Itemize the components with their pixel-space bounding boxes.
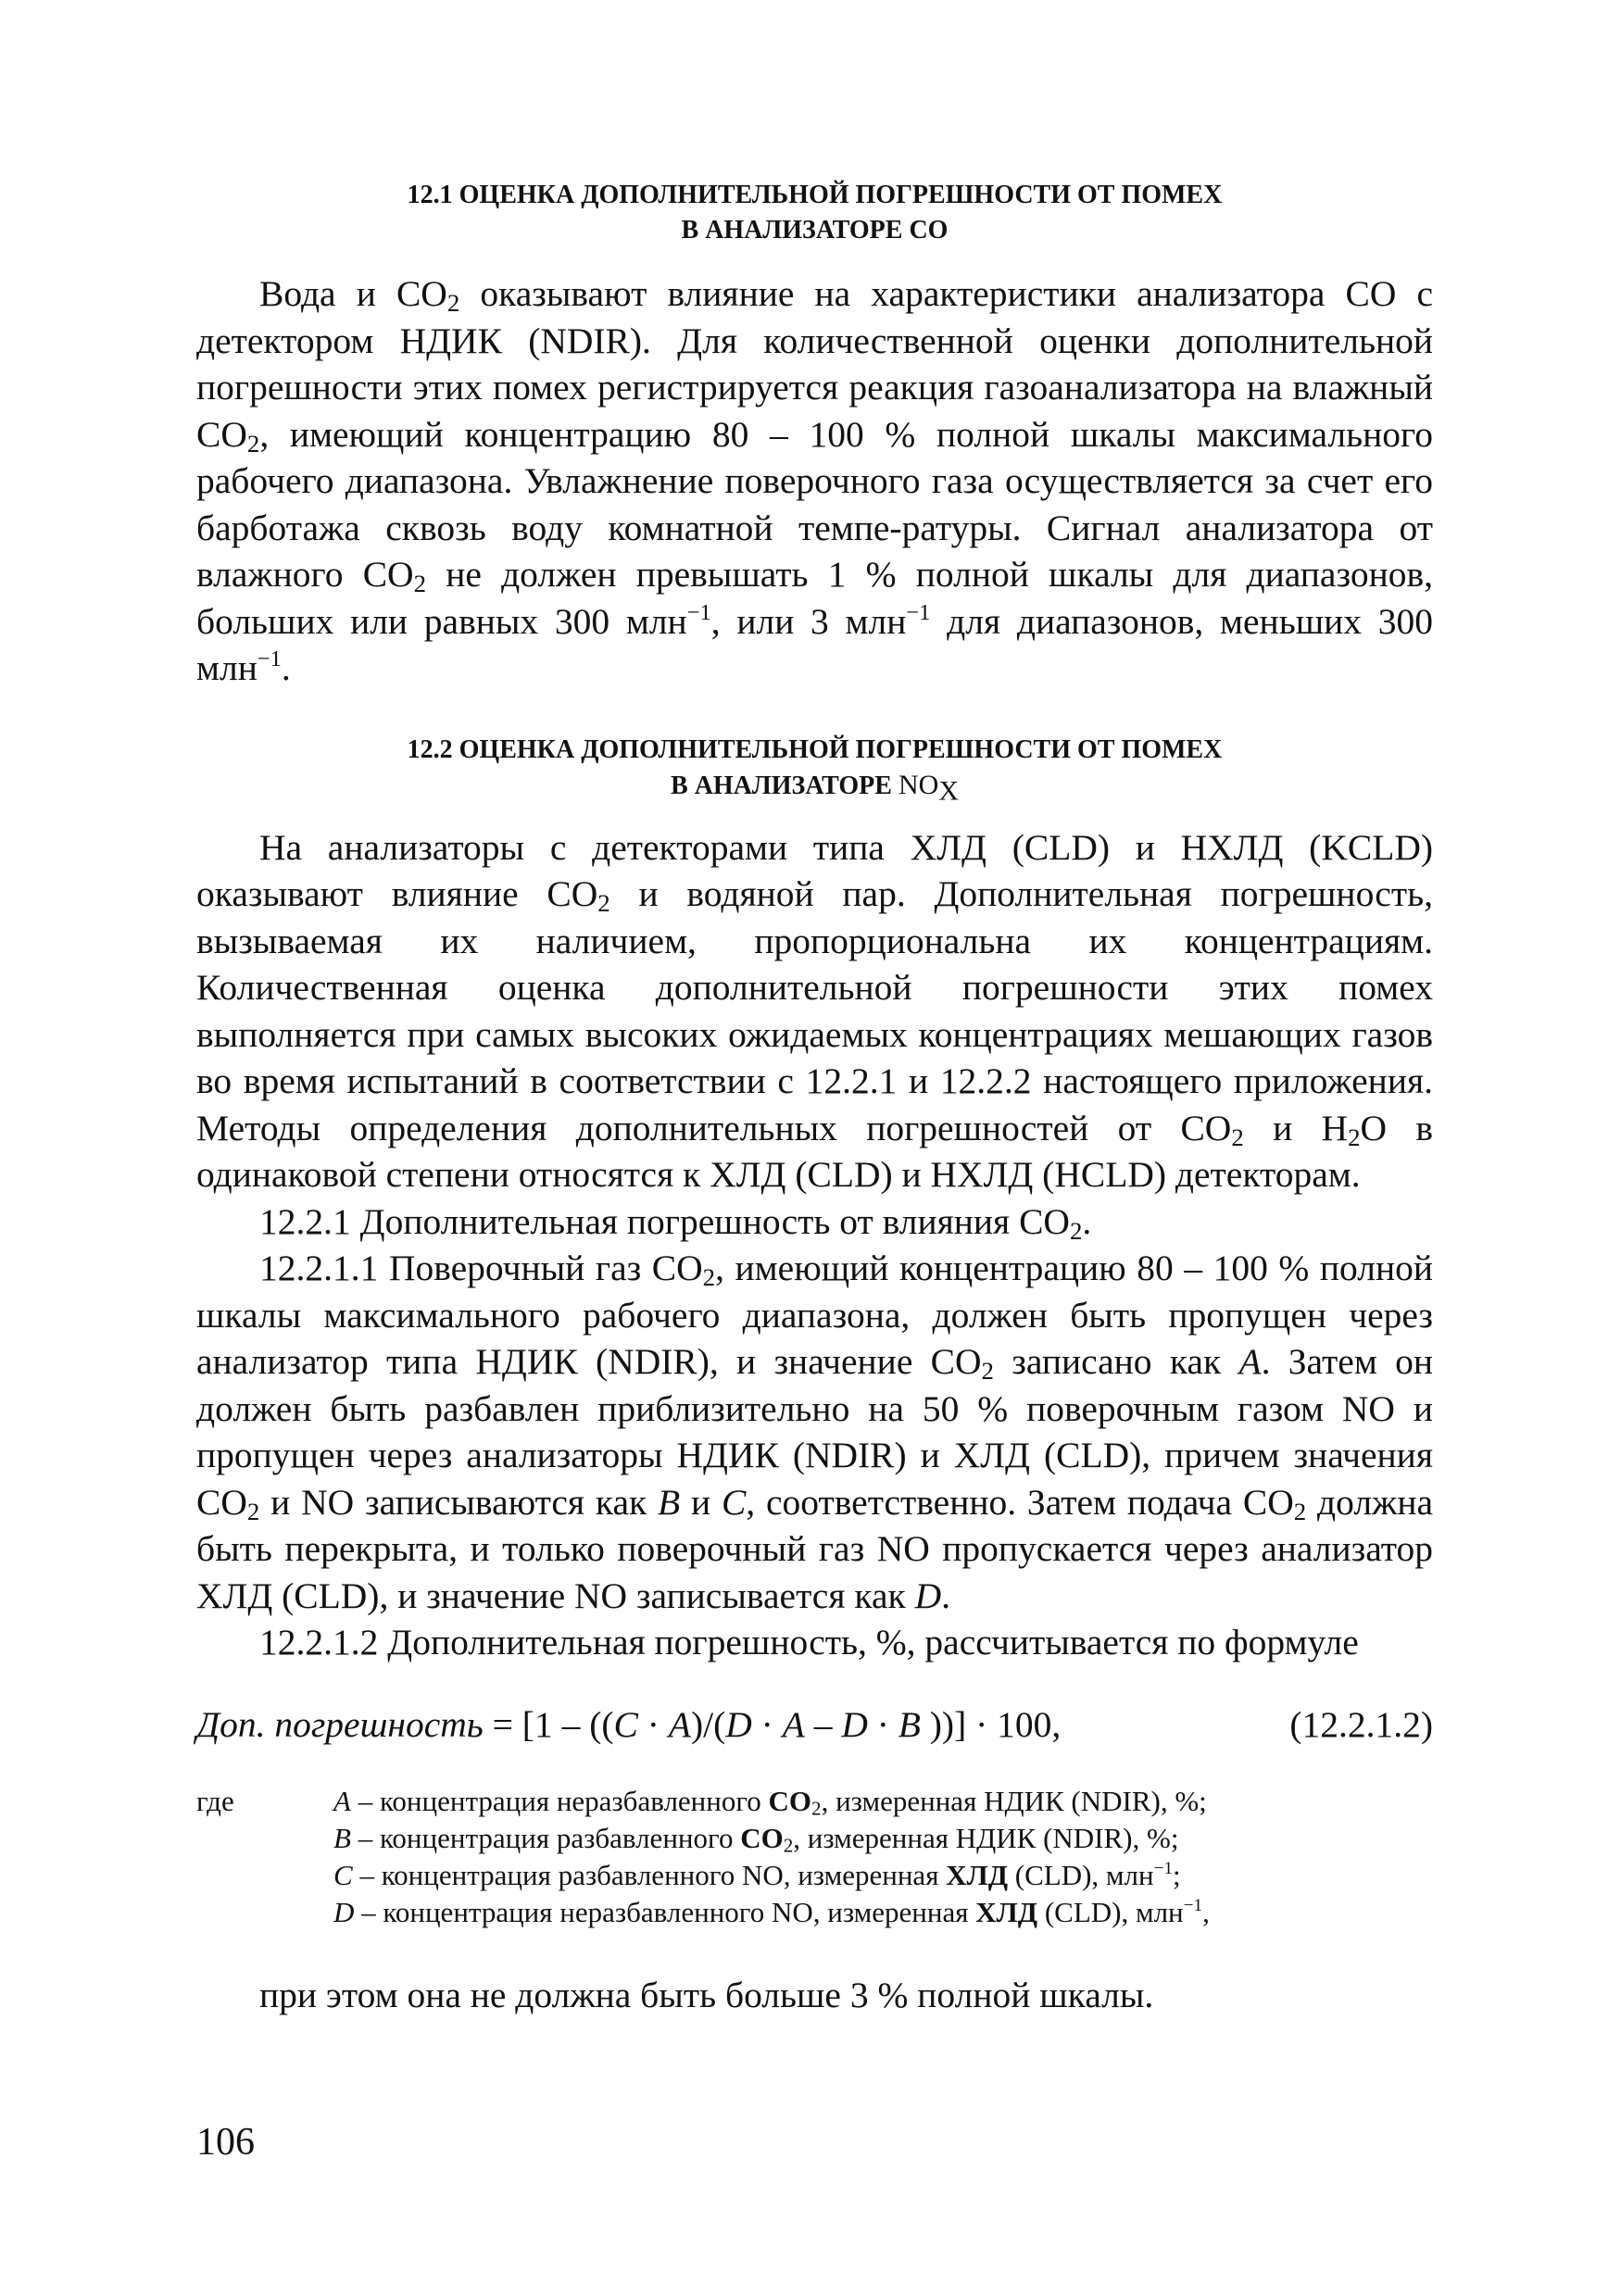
text-run: записано как bbox=[993, 1341, 1239, 1382]
superscript: −1 bbox=[686, 599, 711, 625]
section-12-2-heading bbox=[196, 733, 1433, 807]
text-run: и bbox=[680, 1481, 722, 1523]
text-run: , имеющий концентрацию 80 – 100 % полной шкалы максимального рабочего диапазона. Увлажнение поверочного газа осуществляется за счет его барботажа сквозь воду комнатной темпе-ратуры. Сигнал анализатора от влажного СО bbox=[196, 413, 1433, 595]
where-var: В bbox=[333, 1821, 351, 1854]
where-text: , измеренная НДИК (NDIR), %; bbox=[821, 1784, 1207, 1817]
where-text: – концентрация разбавленного NO, измеренная bbox=[352, 1858, 947, 1891]
section-12-2-heading-line1: 12.2 ОЦЕНКА ДОПОЛНИТЕЛЬНОЙ ПОГРЕШНОСТИ ОТ ПОМЕХ bbox=[407, 734, 1223, 764]
subscript: 2 bbox=[811, 1797, 822, 1820]
text-run: . bbox=[941, 1575, 950, 1616]
text-run: для диапазонов, меньших 300 млн bbox=[196, 600, 1433, 688]
section-12-2-paragraph bbox=[196, 824, 1433, 1198]
formula-row bbox=[196, 1701, 1433, 1750]
subsection-12-2-1 bbox=[196, 1198, 1433, 1246]
text-run: и NO записываются как bbox=[259, 1481, 658, 1523]
variable: С bbox=[721, 1481, 747, 1523]
text-run: и водяной пар. Дополнительная погрешность, вызываемая их наличием, пропорциональна их концентрациям. Количественная оценка дополнительной погрешности этих помех выполняется при самых высоких ожидаемых концентрациях мешающих газов во время испытаний в соответствии с 12.2.1 и 12.2.2 настоящего приложения. Методы определения дополнительных погрешностей от СО bbox=[196, 873, 1433, 1148]
variable: D bbox=[914, 1575, 942, 1616]
text-run: О в одинаковой степени относятся к ХЛД (CLD) и НХЛД (HCLD) детекторам. bbox=[196, 1107, 1433, 1195]
subscript: 2 bbox=[1069, 1216, 1083, 1245]
text-run: . Затем он должен быть разбавлен приблизительно на 50 % поверочным газом NO и пропущен через анализаторы НДИК (NDIR) и ХЛД (CLD), причем значения СО bbox=[196, 1341, 1433, 1523]
variable: А bbox=[1238, 1341, 1262, 1382]
page-number: 106 bbox=[196, 2121, 255, 2164]
document-page bbox=[196, 167, 1433, 2018]
where-text: – концентрация неразбавленного bbox=[350, 1784, 769, 1817]
text-run: не должен превышать 1 % полной шкалы для диапазонов, больших или равных 300 млн bbox=[196, 554, 1433, 642]
subsection-12-2-1-2: 12.2.1.2 Дополнительная погрешность, %, рассчитывается по формуле bbox=[259, 1622, 1359, 1662]
superscript: −1 bbox=[1153, 1858, 1174, 1878]
where-text: (CLD), млн bbox=[1037, 1895, 1184, 1928]
formula-part: · bbox=[637, 1703, 669, 1745]
formula bbox=[196, 1701, 1061, 1748]
heading-chem: NO bbox=[898, 769, 939, 800]
where-var: С bbox=[333, 1858, 353, 1891]
where-text: (CLD), млн bbox=[1008, 1858, 1154, 1891]
superscript: −1 bbox=[257, 646, 282, 671]
formula-var: A bbox=[782, 1703, 805, 1745]
where-chem: ХЛД bbox=[946, 1858, 1009, 1891]
subscript: 2 bbox=[413, 569, 427, 597]
text-run: . bbox=[281, 647, 291, 688]
text-run: На анализаторы с детекторами типа ХЛД (CLD) и НХЛД (KCLD) оказывают влияние СО bbox=[196, 826, 1433, 914]
where-text: , измеренная НДИК (NDIR), %; bbox=[793, 1821, 1179, 1854]
where-chem: CO bbox=[768, 1784, 812, 1817]
section-12-2-heading-line2 bbox=[196, 768, 1433, 807]
where-text: – концентрация разбавленного bbox=[350, 1821, 741, 1854]
subscript: 2 bbox=[597, 888, 610, 917]
where-item-d bbox=[333, 1894, 1433, 1931]
subscript: 2 bbox=[1293, 1497, 1307, 1525]
where-chem: ХЛД bbox=[975, 1895, 1038, 1928]
formula-var: A bbox=[668, 1703, 691, 1745]
variable: В bbox=[658, 1481, 681, 1523]
section-12-1-paragraph bbox=[196, 270, 1433, 692]
subscript: 2 bbox=[1231, 1123, 1244, 1151]
text-run: , имеющий концентрацию 80 – 100 % полной шкалы максимального рабочего диапазона, должен быть пропущен через анализатор типа НДИК (NDIR), и значение СО bbox=[196, 1248, 1433, 1382]
where-chem: CO bbox=[740, 1821, 784, 1854]
text-run: 12.2.1 Дополнительная погрешность от влияния СО bbox=[259, 1200, 1070, 1242]
formula-part: · bbox=[751, 1703, 783, 1745]
text-run: 12.2.1.1 Поверочный газ СО bbox=[259, 1248, 703, 1288]
where-item-b bbox=[333, 1820, 1433, 1857]
text-run: оказывают влияние на характеристики анализатора СО с детектором НДИК (NDIR). Для количественной оценки дополнительной погрешности этих помех регистрируется реакция газоанализатора на влажный СО bbox=[196, 273, 1434, 455]
section-12-1-heading-line1: 12.1 ОЦЕНКА ДОПОЛНИТЕЛЬНОЙ ПОГРЕШНОСТИ ОТ ПОМЕХ bbox=[407, 181, 1223, 209]
subscript: 2 bbox=[246, 1497, 260, 1525]
where-label: где bbox=[196, 1784, 234, 1817]
where-var: D bbox=[333, 1895, 355, 1928]
section-12-1-heading bbox=[196, 178, 1433, 248]
where-text: – концентрация неразбавленного NO, измеренная bbox=[354, 1895, 976, 1928]
formula-var: D bbox=[725, 1703, 752, 1745]
formula-part: )/( bbox=[690, 1703, 726, 1745]
formula-part: ))] · 100, bbox=[920, 1703, 1062, 1745]
final-line: при этом она не должна быть больше 3 % полной шкалы. bbox=[259, 1974, 1154, 2015]
subscript: 2 bbox=[446, 288, 460, 317]
formula-number: (12.2.1.2) bbox=[1289, 1703, 1433, 1745]
subsection-12-2-1-1 bbox=[196, 1245, 1433, 1619]
where-item-c bbox=[333, 1857, 1433, 1894]
text-run: . bbox=[1082, 1200, 1092, 1242]
subscript: 2 bbox=[1348, 1123, 1361, 1151]
subscript: 2 bbox=[702, 1262, 716, 1291]
formula-part: – bbox=[804, 1703, 842, 1745]
text-run: Вода и СО bbox=[259, 273, 447, 314]
formula-var: B bbox=[898, 1703, 921, 1745]
formula-lhs: Доп. погрешность bbox=[196, 1703, 484, 1745]
text-run: , или 3 млн bbox=[710, 600, 907, 642]
superscript: −1 bbox=[906, 599, 931, 625]
where-list bbox=[333, 1783, 1433, 1931]
where-item-a bbox=[333, 1783, 1433, 1820]
subscript: X bbox=[938, 775, 959, 807]
text-run: должна быть перекрыта, и только поверочный газ NO пропускается через анализатор ХЛД (CLD), и значение NO записывается как bbox=[196, 1481, 1434, 1616]
superscript: −1 bbox=[1183, 1895, 1203, 1915]
text-run: , соответственно. Затем подача СО bbox=[746, 1481, 1294, 1523]
formula-part: · bbox=[867, 1703, 898, 1745]
subscript: 2 bbox=[246, 429, 260, 458]
subscript: 2 bbox=[981, 1356, 994, 1385]
subscript: 2 bbox=[783, 1834, 794, 1857]
section-12-1-heading-line2: В АНАЛИЗАТОРЕ СО bbox=[681, 216, 949, 245]
where-var: А bbox=[333, 1784, 351, 1817]
where-block bbox=[196, 1783, 1433, 1931]
text-run: и Н bbox=[1243, 1107, 1349, 1148]
where-text: ; bbox=[1173, 1858, 1181, 1891]
formula-var: D bbox=[841, 1703, 868, 1745]
where-text: , bbox=[1202, 1895, 1210, 1928]
heading-text: В АНАЛИЗАТОРЕ bbox=[671, 771, 898, 800]
formula-part: = [1 – (( bbox=[483, 1703, 614, 1745]
formula-var: C bbox=[613, 1703, 638, 1745]
